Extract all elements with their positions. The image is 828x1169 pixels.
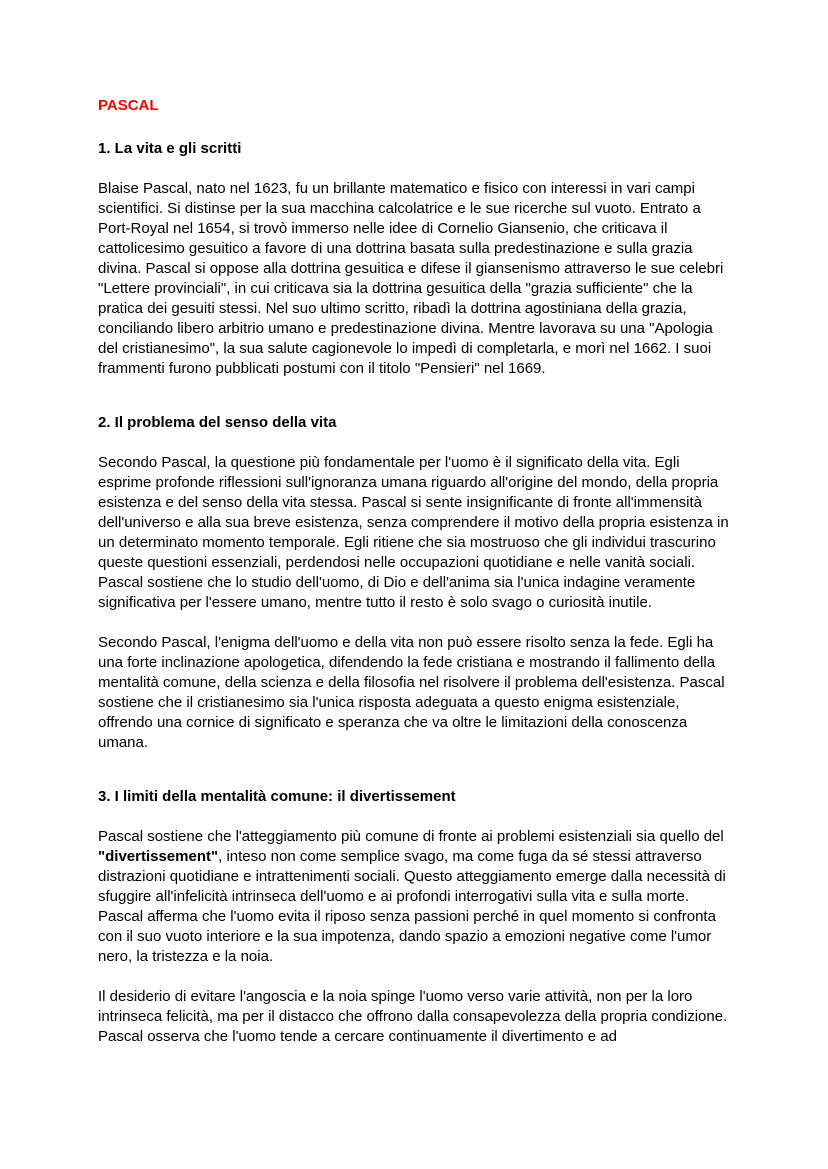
- section-heading: 3. I limiti della mentalità comune: il divertissement: [98, 788, 456, 805]
- paragraph: [98, 633, 730, 753]
- paragraph: [98, 179, 730, 379]
- paragraph: [98, 987, 730, 1047]
- document-title: PASCAL: [98, 97, 159, 114]
- text-run: , inteso non come semplice svago, ma come fuga da sé stessi attraverso distrazioni quotidiane e intrattenimenti sociali. Questo atteggiamento emerge dalla necessità di sfuggire all'infelicità intrinseca dell'uomo e ai profondi interrogativi sulla vita e sulla morte. Pascal afferma che l'uomo evita il riposo senza passioni perché in quel momento si confronta con il suo vuoto interiore e la sua impotenza, dando spazio a emozioni negative come l'umor nero, la tristezza e la noia.: [98, 848, 726, 965]
- paragraph: [98, 827, 730, 967]
- section-heading: 1. La vita e gli scritti: [98, 140, 242, 157]
- document-body: [98, 125, 730, 1047]
- bold-text-run: "divertissement": [98, 848, 219, 865]
- text-run: Secondo Pascal, la questione più fondamentale per l'uomo è il significato della vita. Egli esprime profonde riflessioni sull'ignoranza umana riguardo all'origine del mondo, della propria esistenza e del senso della vita stessa. Pascal si sente insignificante di fronte all'immensità dell'universo e alla sua breve esistenza, senza comprendere il motivo della propria esistenza in un determinato momento temporale. Egli ritiene che sia mostruoso che gli individui trascurino queste questioni essenziali, perdendosi nelle occupazioni quotidiane e nelle vanità sociali. Pascal sostiene che lo studio dell'uomo, di Dio e dell'anima sia l'unica indagine veramente significativa per l'essere umano, mentre tutto il resto è solo svago o curiosità inutile.: [98, 454, 729, 611]
- text-run: Pascal sostiene che l'atteggiamento più comune di fronte ai problemi esistenziali sia quello del: [98, 828, 724, 845]
- text-run: Il desiderio di evitare l'angoscia e la noia spinge l'uomo verso varie attività, non per la loro intrinseca felicità, ma per il distacco che offrono dalla consapevolezza della propria condizione. Pascal osserva che l'uomo tende a cercare continuamente il divertimento e ad: [98, 988, 728, 1045]
- text-run: Secondo Pascal, l'enigma dell'uomo e della vita non può essere risolto senza la fede. Egli ha una forte inclinazione apologetica, difendendo la fede cristiana e mostrando il fallimento della mentalità comune, della scienza e della filosofia nel risolvere il problema dell'esistenza. Pascal sostiene che il cristianesimo sia l'unica risposta adeguata a questo enigma esistenziale, offrendo una cornice di significato e speranza che va oltre le limitazioni della conoscenza umana.: [98, 634, 725, 751]
- paragraph: [98, 453, 730, 613]
- section-heading: 2. Il problema del senso della vita: [98, 414, 337, 431]
- text-run: Blaise Pascal, nato nel 1623, fu un brillante matematico e fisico con interessi in vari campi scientifici. Si distinse per la sua macchina calcolatrice e le sue ricerche sul vuoto. Entrato a Port-Royal nel 1654, si trovò immerso nelle idee di Cornelio Giansenio, che criticava il cattolicesimo gesuitico a favore di una dottrina basata sulla predestinazione e sulla grazia divina. Pascal si oppose alla dottrina gesuitica e difese il giansenismo attraverso le sue celebri "Lettere provinciali", in cui criticava sia la dottrina gesuitica della "grazia sufficiente" che la pratica dei gesuiti stessi. Nel suo ultimo scritto, ribadì la dottrina agostiniana della grazia, conciliando libero arbitrio umano e predestinazione divina. Mentre lavorava su una "Apologia del cristianesimo", la sua salute cagionevole lo impedì di completarla, e morì nel 1662. I suoi frammenti furono pubblicati postumi con il titolo "Pensieri" nel 1669.: [98, 180, 724, 377]
